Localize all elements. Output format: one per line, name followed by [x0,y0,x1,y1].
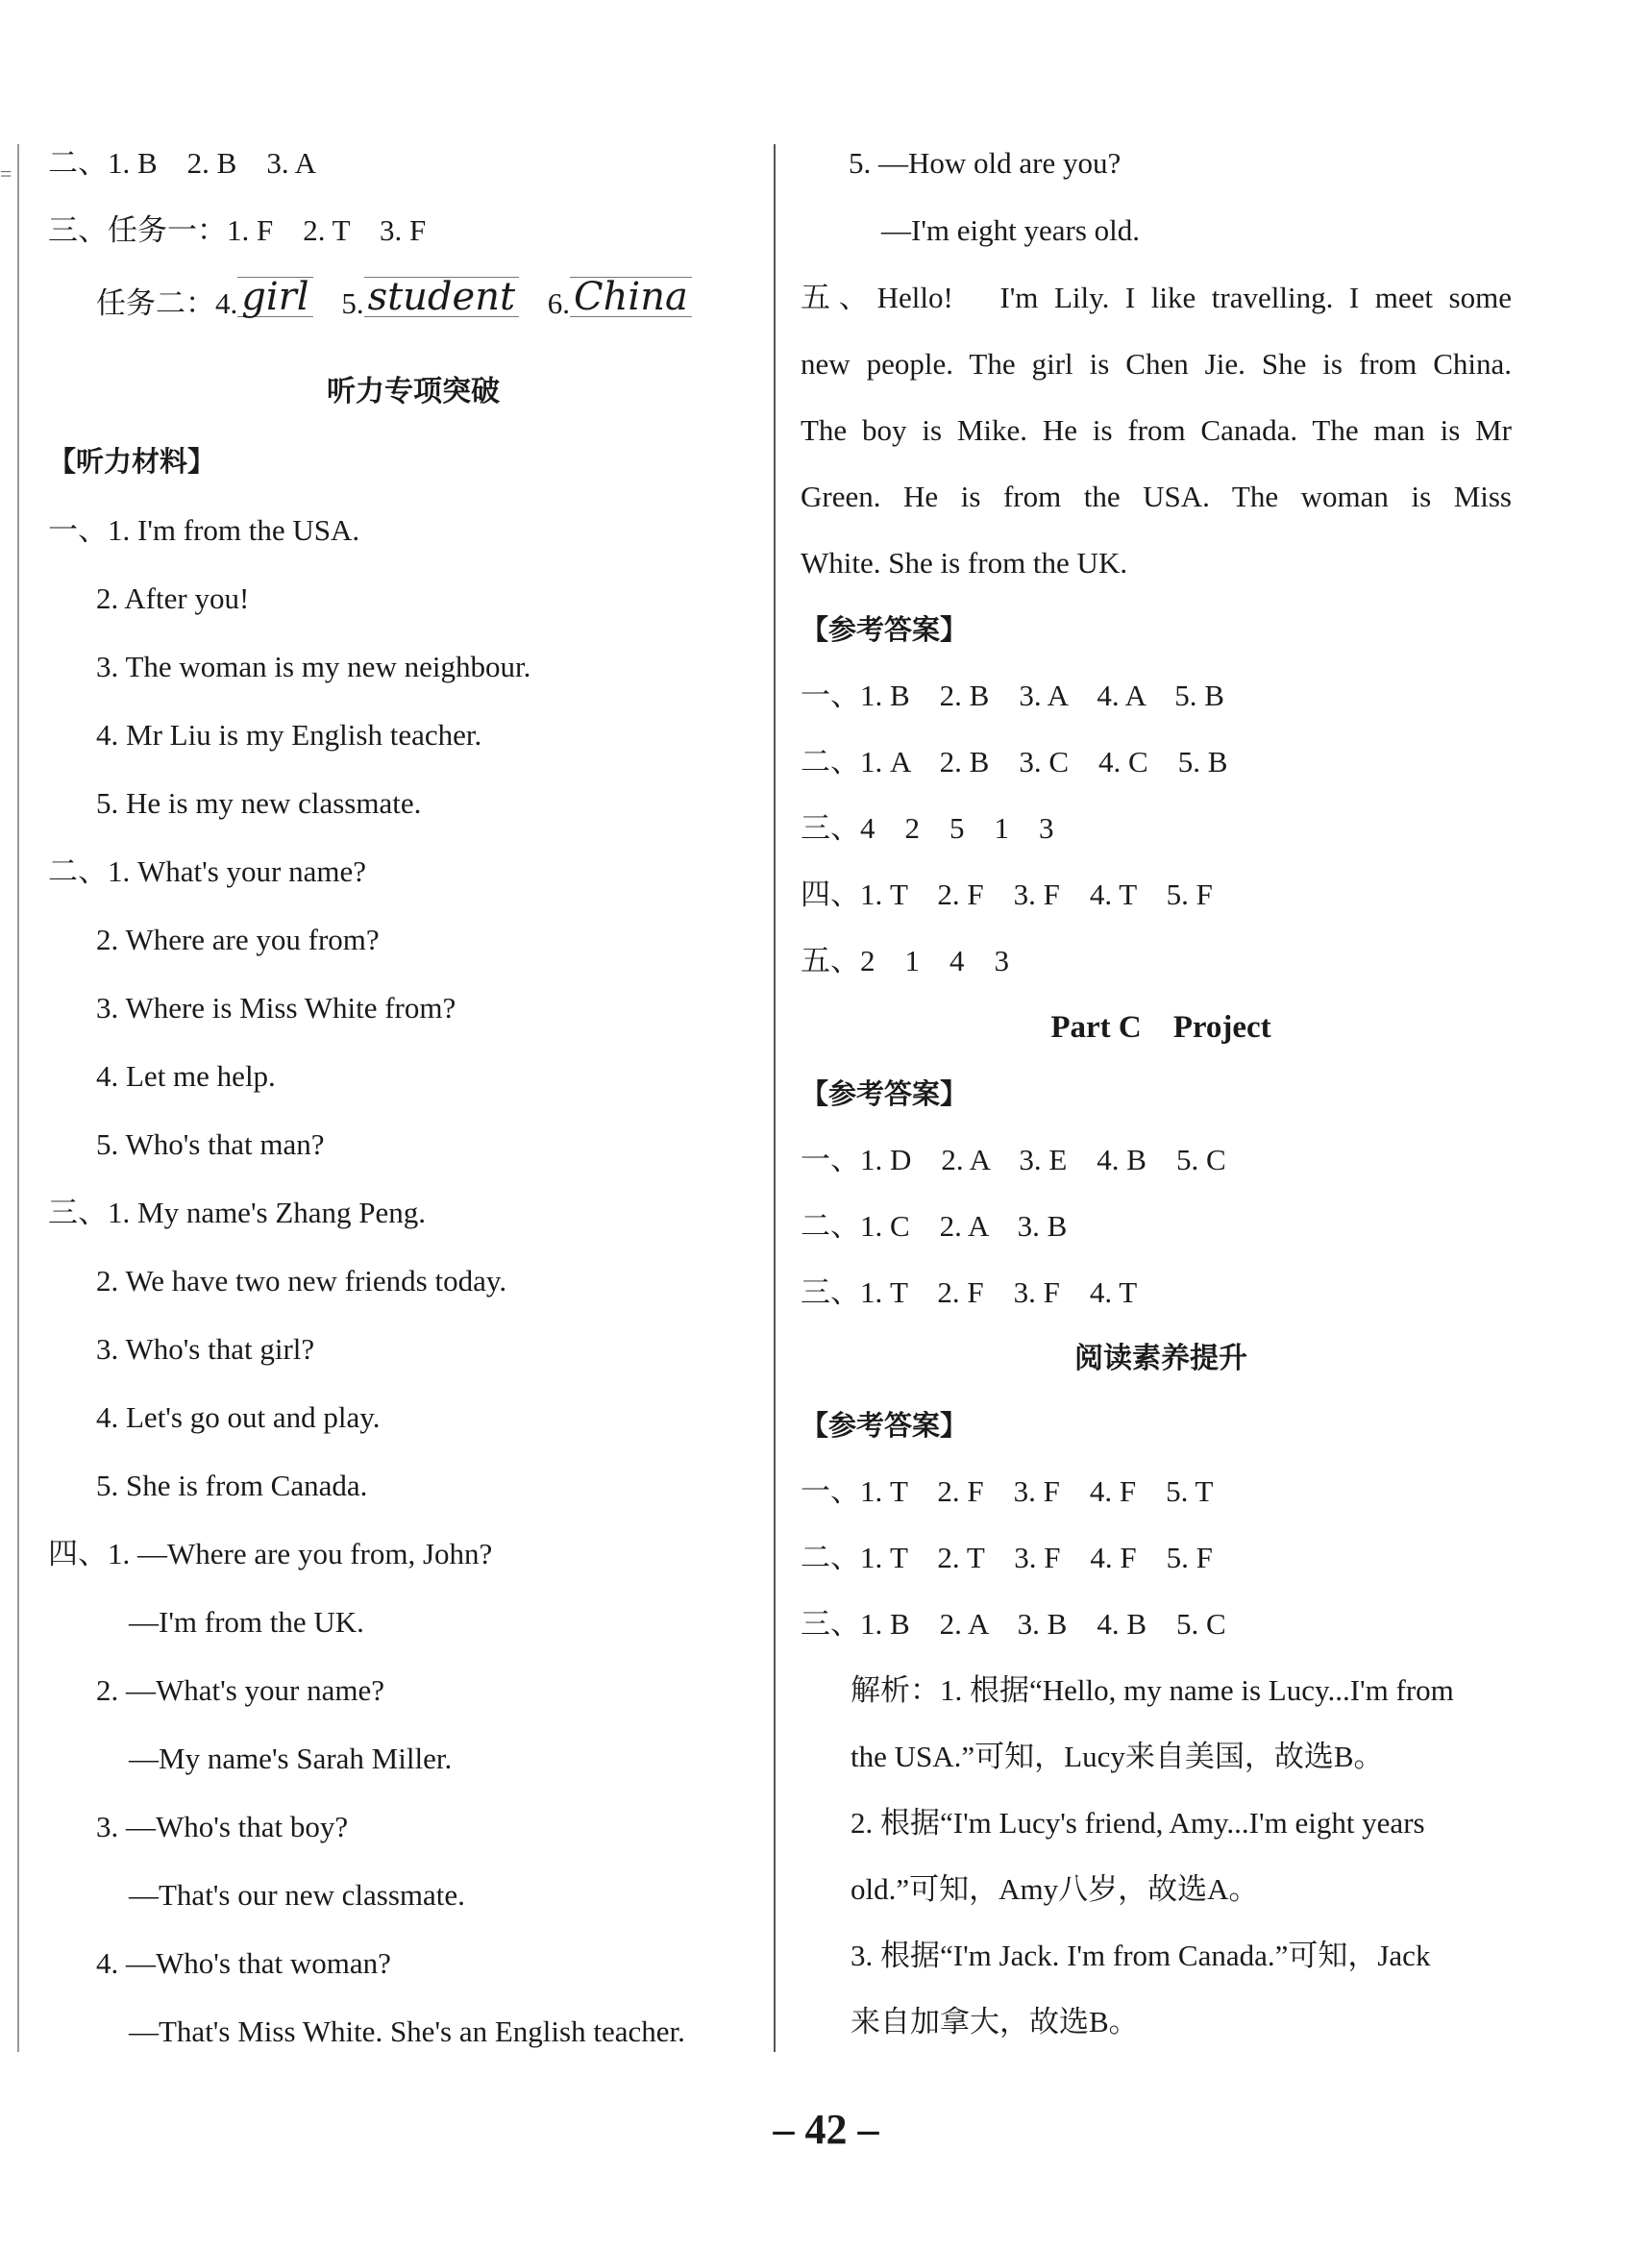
section-label: 【参考答案】 [801,1409,969,1442]
listening-line: 三、1. My name's Zhang Peng. [48,1196,427,1229]
listening-line: 3. Where is Miss White from? [96,991,456,1025]
answer-line: 二、1. C 2. A 3. B [801,1209,1068,1243]
dialogue-line: —My name's Sarah Miller. [129,1742,453,1775]
section-heading: Part C Project [1050,1010,1271,1045]
explanation-line: 2. 根据“I'm Lucy's friend, Amy...I'm eight years [851,1806,1425,1840]
section-label: 【听力材料】 [48,445,216,478]
passage-line: White. She is from the UK. [801,546,1128,580]
listening-line: 3. Who's that girl? [96,1332,315,1366]
column-divider [774,144,776,2052]
dialogue-line: 2. —What's your name? [96,1673,384,1707]
listening-line: 4. Let me help. [96,1059,276,1093]
listening-line: 2. Where are you from? [96,923,380,956]
answer-line: 一、1. B 2. B 3. A 4. A 5. B [801,679,1224,712]
task2-line [96,275,692,320]
section-heading: 听力专项突破 [327,375,500,408]
answer-line: 一、1. D 2. A 3. E 4. B 5. C [801,1143,1226,1176]
dialogue-line: 4. —Who's that woman? [96,1946,391,1980]
answer-line: 三、1. T 2. F 3. F 4. T [801,1275,1138,1309]
passage-line: The boy is Mike. He is from Canada. The man is Mr [801,413,1512,447]
listening-line: 5. He is my new classmate. [96,786,422,820]
listening-line: 二、1. What's your name? [48,854,366,888]
listening-line: 4. Let's go out and play. [96,1400,381,1434]
dialogue-line: —I'm eight years old. [881,213,1141,247]
answer-line: 三、1. B 2. A 3. B 4. B 5. C [801,1607,1226,1641]
dialogue-line: —That's our new classmate. [129,1878,465,1912]
task2-prefix: 任务二：4. [96,286,238,320]
listening-line: 一、1. I'm from the USA. [48,513,360,547]
explanation-line: 来自加拿大，故选B。 [851,2005,1139,2039]
section-label: 【参考答案】 [801,1077,969,1110]
listening-line: 3. The woman is my new neighbour. [96,650,531,683]
passage-line: 五、Hello! I'm Lily. I like travelling. I meet some [801,281,1512,314]
left-margin-rule [17,144,19,2052]
answer-line: 四、1. T 2. F 3. F 4. T 5. F [801,877,1213,911]
explanation-line: old.”可知，Amy八岁，故选A。 [851,1872,1259,1906]
margin-mark: = [0,161,12,185]
item-number: 5. [341,286,364,320]
item-number: 6. [547,286,571,320]
answer-line: 五、2 1 4 3 [801,944,1009,977]
answer-line: 三、任务一：1. F 2. T 3. F [48,213,427,247]
listening-line: 2. After you! [96,581,250,615]
handwritten-answer: China [570,277,692,317]
handwritten-answer: student [364,277,519,317]
answer-line: 一、1. T 2. F 3. F 4. F 5. T [801,1474,1214,1508]
listening-line: 5. She is from Canada. [96,1469,368,1502]
section-heading: 阅读素养提升 [1074,1342,1247,1375]
dialogue-line: 5. —How old are you? [849,146,1122,180]
dialogue-line: —That's Miss White. She's an English teacher. [129,2014,685,2048]
listening-line: 4. Mr Liu is my English teacher. [96,718,482,752]
answer-line: 二、1. B 2. B 3. A [48,146,317,180]
page-number: – 42 – [773,2106,879,2153]
explanation-line: 解析：1. 根据“Hello, my name is Lucy...I'm from [851,1673,1454,1707]
passage-line: new people. The girl is Chen Jie. She is from China. [801,347,1512,381]
answer-line: 二、1. A 2. B 3. C 4. C 5. B [801,745,1228,778]
explanation-line: 3. 根据“I'm Jack. I'm from Canada.”可知，Jack [851,1939,1431,1972]
explanation-line: the USA.”可知，Lucy来自美国，故选B。 [851,1740,1384,1773]
dialogue-line: 3. —Who's that boy? [96,1810,349,1843]
section-label: 【参考答案】 [801,613,969,646]
listening-line: 2. We have two new friends today. [96,1264,507,1298]
dialogue-line: 四、1. —Where are you from, John? [48,1537,493,1570]
dialogue-line: —I'm from the UK. [129,1605,364,1639]
passage-line: Green. He is from the USA. The woman is Miss [801,480,1512,513]
handwritten-answer: girl [237,277,312,317]
answer-line: 三、4 2 5 1 3 [801,811,1054,845]
answer-line: 二、1. T 2. T 3. F 4. F 5. F [801,1541,1213,1574]
listening-line: 5. Who's that man? [96,1127,325,1161]
